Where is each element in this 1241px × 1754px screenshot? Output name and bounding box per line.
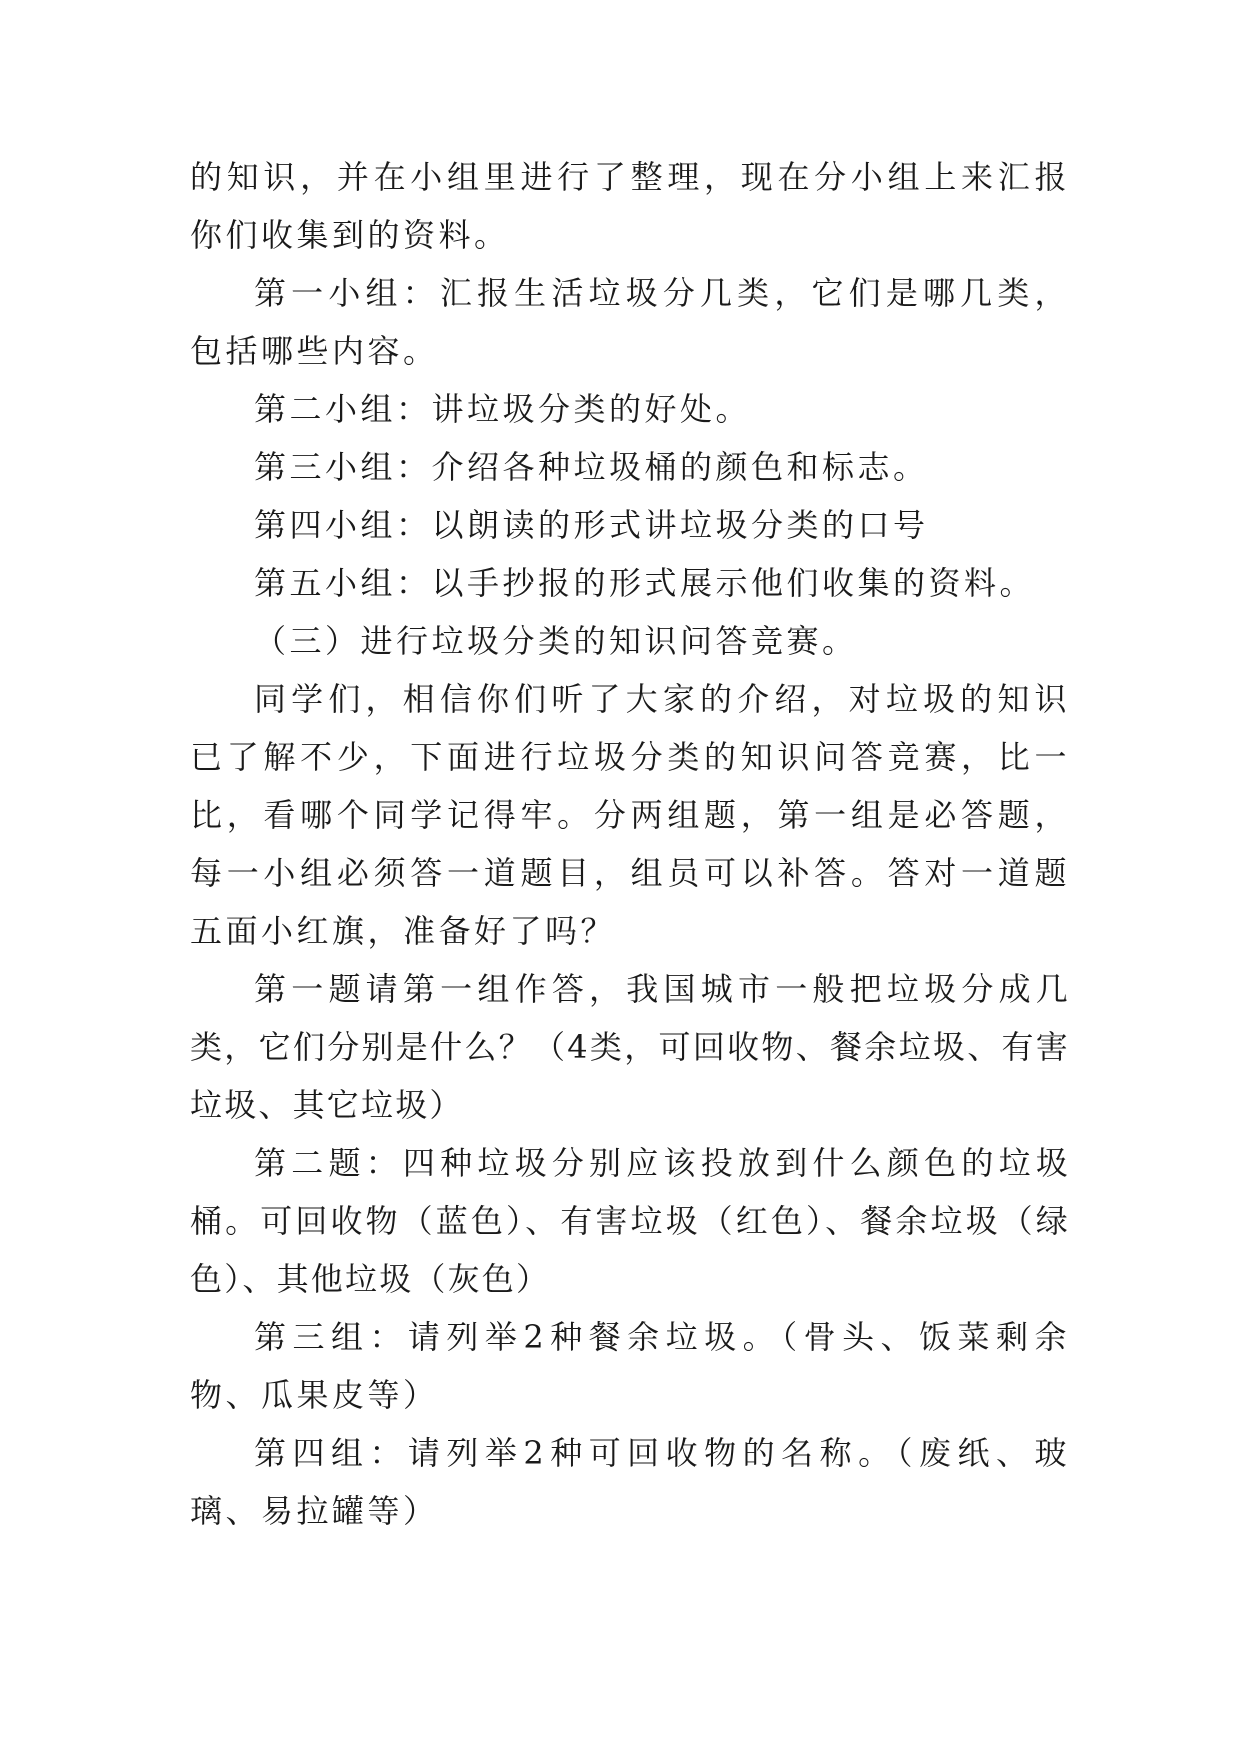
paragraph-group-five: 第五小组：以手抄报的形式展示他们收集的资料。 [254,564,1036,602]
document-page [190,148,1070,1540]
paragraph-question-four: 第四组：请列举2种可回收物的名称。（废纸、玻璃、易拉罐等） [190,1434,1070,1530]
paragraph-group-three: 第三小组：介绍各种垃圾桶的颜色和标志。 [254,448,929,486]
section-heading-quiz: （三）进行垃圾分类的知识问答竞赛。 [254,622,858,660]
paragraph-question-three: 第三组：请列举2种餐余垃圾。（骨头、饭菜剩余物、瓜果皮等） [190,1318,1070,1414]
paragraph-question-two: 第二题：四种垃圾分别应该投放到什么颜色的垃圾桶。可回收物（蓝色）、有害垃圾（红色）、餐余垃圾（绿色）、其他垃圾（灰色） [190,1144,1070,1298]
paragraph-group-four: 第四小组：以朗读的形式讲垃圾分类的口号 [254,506,929,544]
paragraph-continuation: 的知识，并在小组里进行了整理，现在分小组上来汇报你们收集到的资料。 [190,158,1070,254]
paragraph-group-one: 第一小组：汇报生活垃圾分几类，它们是哪几类，包括哪些内容。 [190,274,1070,370]
paragraph-question-one: 第一题请第一组作答，我国城市一般把垃圾分成几类，它们分别是什么？（4类，可回收物、餐余垃圾、有害垃圾、其它垃圾） [190,970,1070,1124]
paragraph-group-two: 第二小组：讲垃圾分类的好处。 [254,390,752,428]
paragraph-quiz-intro: 同学们，相信你们听了大家的介绍，对垃圾的知识已了解不少，下面进行垃圾分类的知识问答竞赛，比一比，看哪个同学记得牢。分两组题，第一组是必答题，每一小组必须答一道题目，组员可以补答。答对一道题五面小红旗，准备好了吗？ [190,680,1070,950]
